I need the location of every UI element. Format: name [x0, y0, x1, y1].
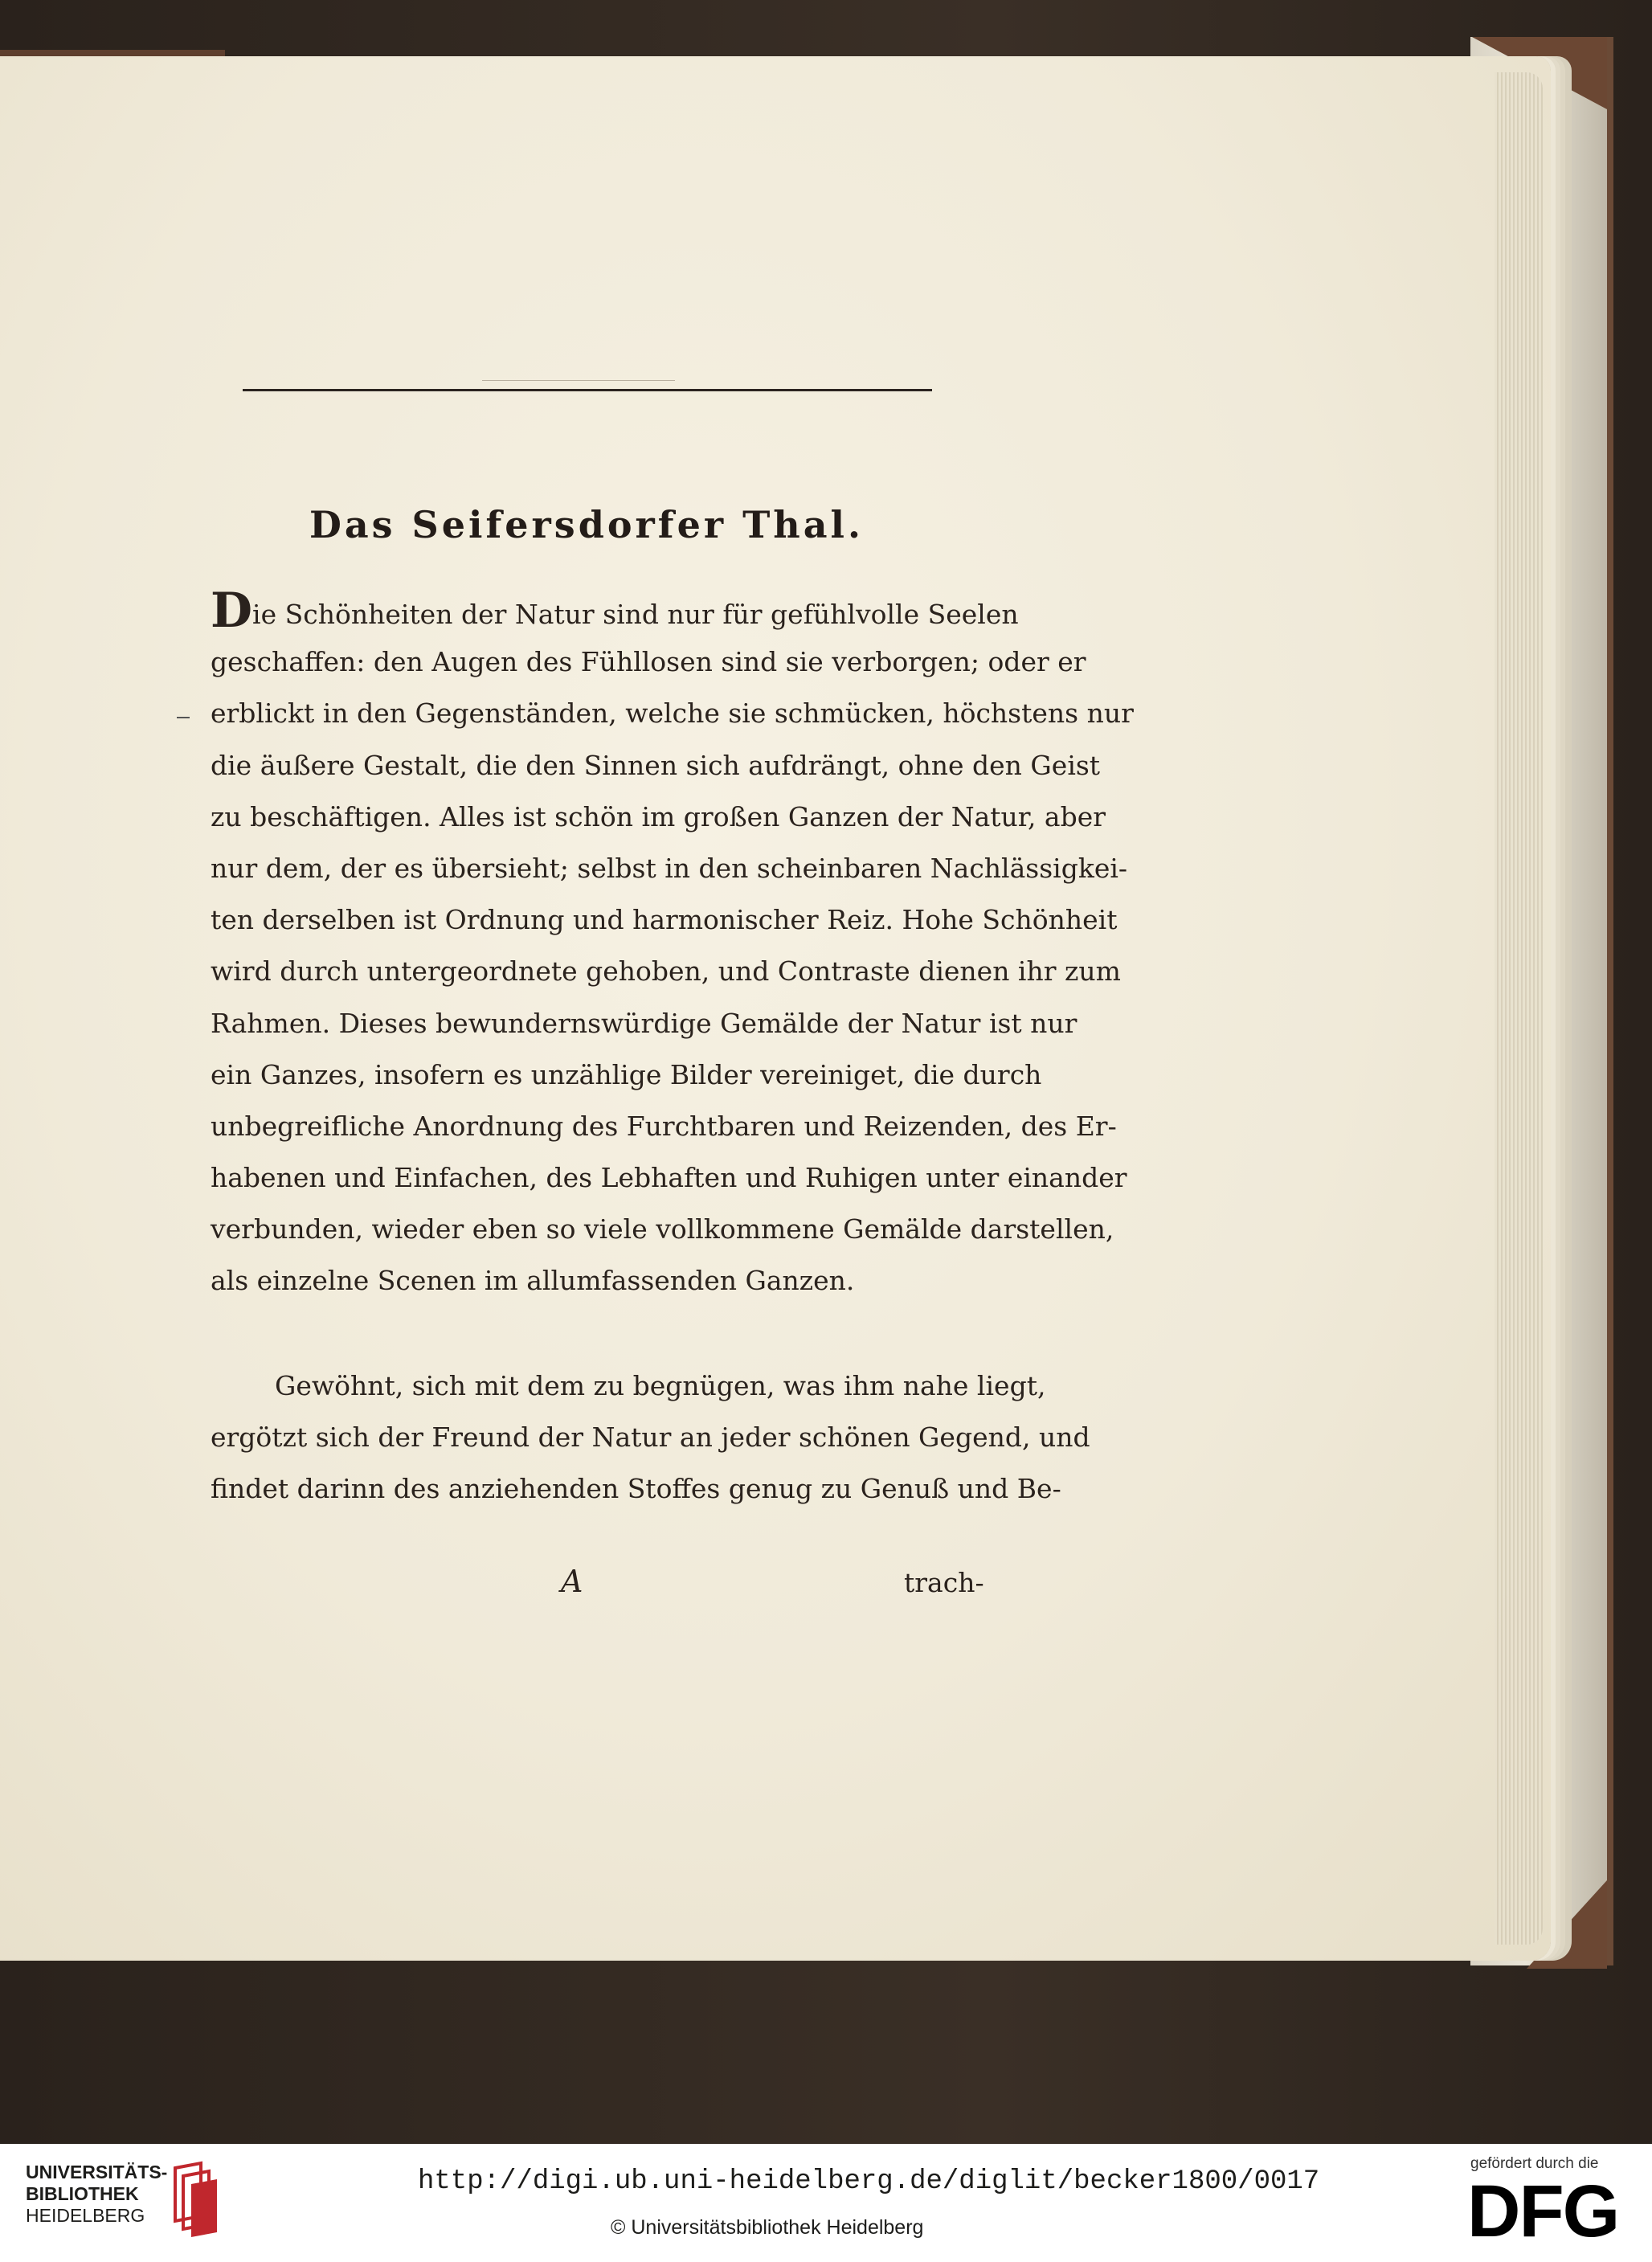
library-name-line2: BIBLIOTHEK: [26, 2183, 139, 2204]
show-through-rule: [482, 380, 675, 381]
text-line: ein Ganzes, insofern es unzählige Bilder vereiniget, die durch: [211, 1058, 1042, 1090]
text-line: ergötzt sich der Freund der Natur an jeder schönen Gegend, und: [211, 1421, 1090, 1453]
text-line: verbunden, wieder eben so viele vollkommene Gemälde darstellen,: [211, 1213, 1114, 1246]
paragraph-gap: [211, 1307, 974, 1360]
drop-capital: D: [211, 583, 253, 639]
text-line: erblickt in den Gegenständen, welche sie schmücken, höchstens nur: [211, 697, 1134, 730]
text-line: findet darinn des anziehenden Stoffes genug zu Genuß und Be-: [211, 1473, 1061, 1504]
library-name-line3: HEIDELBERG: [26, 2205, 145, 2226]
viewer-footer: [0, 2144, 1652, 2262]
page-edge-stack: [1495, 72, 1543, 1945]
catchword: trach-: [904, 1567, 984, 1598]
text-line: geschaffen: den Augen des Fühllosen sind sie verborgen; oder er: [211, 646, 1086, 678]
header-rule: [243, 389, 932, 391]
library-emblem-icon: [169, 2160, 225, 2237]
text-line: zu beschäftigen. Alles ist schön im großen Ganzen der Natur, aber: [211, 800, 1106, 832]
dfg-logo[interactable]: DFG: [1467, 2170, 1619, 2252]
text-line: nur dem, der es übersieht; selbst in den scheinbaren Nachlässigkei-: [211, 852, 1128, 884]
copyright-notice: © Universitätsbibliothek Heidelberg: [611, 2216, 924, 2239]
library-name-line1: UNIVERSITÄTS-: [26, 2162, 168, 2182]
text-line: Gewöhnt, sich mit dem zu begnügen, was ihm nahe liegt,: [275, 1369, 1046, 1401]
library-logo-text[interactable]: [26, 2162, 167, 2227]
text-line: als einzelne Scenen im allumfassenden Ganzen.: [211, 1265, 855, 1297]
text-line: die äußere Gestalt, die den Sinnen sich aufdrängt, ohne den Geist: [211, 749, 1101, 781]
text-line: Rahmen. Dieses bewundernswürdige Gemälde der Natur ist nur: [211, 1007, 1077, 1039]
signature-mark: A: [561, 1564, 583, 1599]
chapter-title: Das Seifersdorfer Thal.: [309, 503, 865, 546]
text-line: wird durch untergeordnete gehoben, und Contraste dienen ihr zum: [211, 955, 1121, 988]
margin-mark: [177, 717, 190, 718]
page-body-text: [211, 583, 1134, 1515]
text-line: unbegreifliche Anordnung des Furchtbaren und Reizenden, des Er-: [211, 1110, 1117, 1142]
funding-label: gefördert durch die: [1470, 2155, 1599, 2172]
text-line: Die Schönheiten der Natur sind nur für gefühlvolle Seelen: [211, 583, 1019, 639]
text-line: ten derselben ist Ordnung und harmonischer Reiz. Hohe Schönheit: [211, 904, 1118, 936]
permalink-url[interactable]: http://digi.ub.uni-heidelberg.de/diglit/becker1800/0017: [418, 2166, 1320, 2197]
text-line: habenen und Einfachen, des Lebhaften und Ruhigen unter einander: [211, 1162, 1127, 1194]
